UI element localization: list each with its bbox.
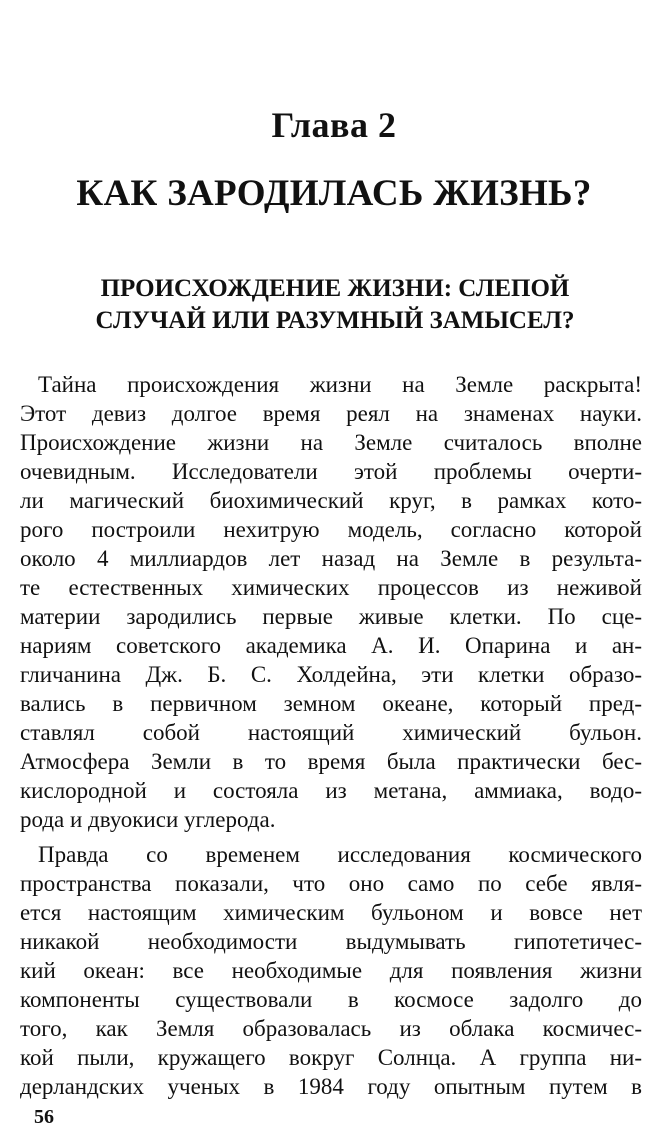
text-line: ется настоящим химическим бульоном и вовсе нет: [20, 900, 642, 925]
text-line: ли магический биохимический круг, в рамках кото-: [20, 488, 642, 513]
page-number: 56: [34, 1106, 54, 1128]
text-line: пространства показали, что оно само по себе явля-: [20, 871, 642, 896]
text-line: Правда со временем исследования космического: [38, 842, 642, 867]
text-line: рода и двуокиси углерода.: [20, 807, 276, 832]
text-line: около 4 миллиардов лет назад на Земле в результа-: [20, 546, 642, 571]
text-line: никакой необходимости выдумывать гипотетичес-: [20, 929, 642, 954]
section-title-line: ПРОИСХОЖДЕНИЕ ЖИЗНИ: СЛЕПОЙ: [100, 275, 570, 302]
text-line: нариям советского академика А. И. Опарина и ан-: [20, 633, 642, 658]
chapter-title: КАК ЗАРОДИЛАСЬ ЖИЗНЬ?: [76, 173, 592, 214]
paragraph-1: [20, 370, 642, 834]
text-line: кой пыли, кружащего вокруг Солнца. А группа ни-: [20, 1045, 642, 1070]
text-line: вались в первичном земном океане, который пред-: [20, 691, 642, 716]
text-line: Тайна происхождения жизни на Земле раскрыта!: [38, 372, 642, 397]
section-title-line: СЛУЧАЙ ИЛИ РАЗУМНЫЙ ЗАМЫСЕЛ?: [95, 307, 575, 334]
text-line: того, как Земля образовалась из облака космичес-: [20, 1016, 642, 1041]
text-line: материи зародились первые живые клетки. По сце-: [20, 604, 642, 629]
text-line: компоненты существовали в космосе задолго до: [20, 987, 642, 1012]
text-line: гличанина Дж. Б. С. Холдейна, эти клетки образо-: [20, 662, 642, 687]
section-title: [40, 273, 630, 337]
text-line: дерландских ученых в 1984 году опытным путем в: [20, 1074, 642, 1099]
text-line: рого построили нехитрую модель, согласно которой: [20, 517, 642, 542]
text-line: Атмосфера Земли в то время была практически бес-: [20, 749, 642, 774]
text-line: очевидным. Исследователи этой проблемы очерти-: [20, 459, 642, 484]
text-line: ставлял собой настоящий химический бульон.: [20, 720, 642, 745]
paragraph-2: [20, 840, 642, 1101]
text-line: те естественных химических процессов из неживой: [20, 575, 642, 600]
text-line: Происхождение жизни на Земле считалось вполне: [20, 430, 642, 455]
text-line: Этот девиз долгое время реял на знаменах науки.: [20, 401, 642, 426]
chapter-number: Глава 2: [271, 105, 397, 145]
text-line: кий океан: все необходимые для появления жизни: [20, 958, 642, 983]
text-line: кислородной и состояла из метана, аммиака, водо-: [20, 778, 642, 803]
